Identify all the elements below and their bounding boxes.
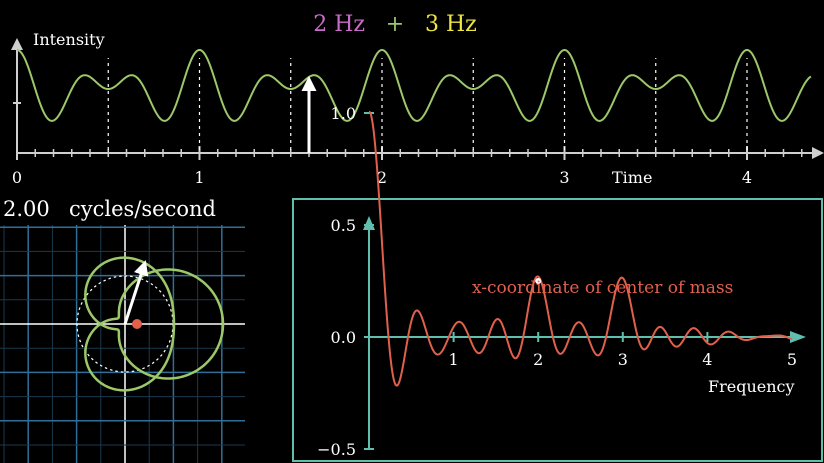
frequency-plot-frame: [293, 199, 822, 461]
freq-x-tick-label: 1: [448, 350, 459, 369]
time-gridlines: [108, 58, 747, 150]
freq-y-tick-label: 0.5: [330, 216, 356, 235]
title-2hz: 2 Hz: [313, 12, 365, 37]
freq-x-tick-label: 5: [786, 350, 798, 369]
center-of-mass-dot: [132, 319, 142, 329]
winding-frequency-value: 2.00: [3, 197, 50, 221]
freq-x-tick-label: 3: [617, 350, 628, 369]
freq-y-tick-label: 1.0: [330, 104, 356, 123]
frequency-plot: [293, 104, 822, 463]
freq-y-tick-label: −0.5: [317, 440, 356, 459]
freq-y-axis-arrowhead: [363, 216, 375, 230]
freq-y-tick-label: 0.0: [330, 328, 356, 347]
time-tick-label: 2: [376, 168, 388, 187]
title-3hz: 3 Hz: [425, 12, 477, 37]
winding-vector-arrow: [125, 263, 145, 324]
signal-wave-line: [17, 50, 811, 121]
time-tick-label: 4: [741, 168, 753, 187]
time-tick-label: 0: [11, 168, 23, 187]
top-y-axis-arrowhead: [11, 38, 23, 50]
title-plus: +: [385, 12, 405, 37]
time-axis-arrowhead: [812, 147, 824, 159]
time-tick-label: 3: [559, 168, 570, 187]
x-axis-label-frequency: Frequency: [708, 377, 795, 396]
time-plot: [11, 12, 824, 187]
freq-x-tick-label: 4: [702, 350, 713, 369]
x-axis-label-time: Time: [612, 168, 653, 187]
y-axis-label-intensity: Intensity: [33, 30, 105, 49]
freq-x-tick-label: 2: [533, 350, 544, 369]
winding-frequency-unit: cycles/second: [69, 197, 216, 221]
time-tick-label: 1: [194, 168, 205, 187]
freq-y-ticks: [317, 104, 374, 463]
annotation-center-of-mass: x-coordinate of center of mass: [472, 278, 734, 298]
winding-graph: [0, 197, 245, 463]
winding-grid: [0, 225, 245, 463]
